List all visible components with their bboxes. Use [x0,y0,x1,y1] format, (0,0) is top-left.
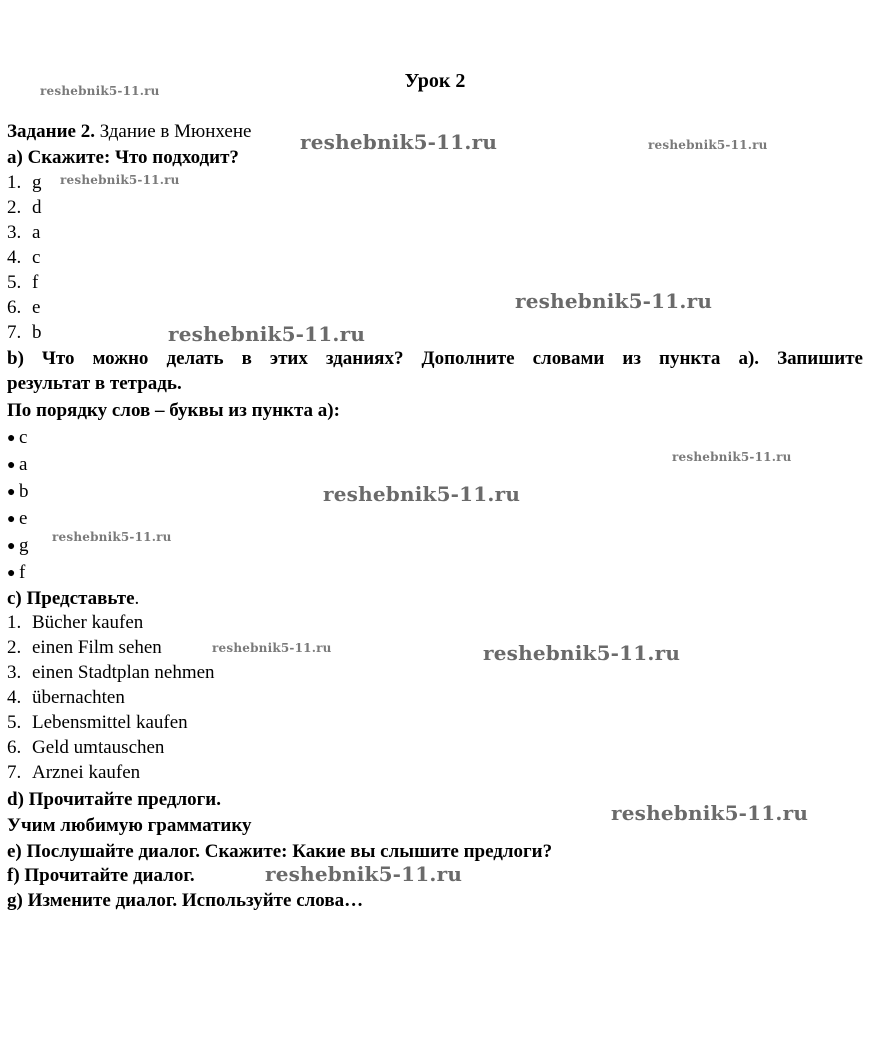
section-d-heading: d) Прочитайте предлоги. [7,789,221,810]
list-item: 7. b [7,322,42,343]
watermark: reshebnik5-11.ru [648,138,768,152]
list-item: 3. a [7,222,41,243]
list-item: ● a [7,453,27,478]
watermark: reshebnik5-11.ru [212,641,332,655]
list-item: 5. Lebensmittel kaufen [7,712,188,733]
lesson-title: Урок 2 [404,70,466,92]
watermark: reshebnik5-11.ru [323,482,521,506]
section-a-heading: a) Скажите: Что подходит? [7,147,239,168]
list-item: ● c [7,426,27,451]
list-item: 1. Bücher kaufen [7,612,144,633]
watermark: reshebnik5-11.ru [52,530,172,544]
watermark: reshebnik5-11.ru [672,450,792,464]
watermark: reshebnik5-11.ru [40,84,160,98]
section-d-subheading: Учим любимую грамматику [7,815,252,836]
section-g-heading: g) Измените диалог. Используйте слова… [7,890,364,911]
list-item: ● e [7,507,27,532]
list-item: 3. einen Stadtplan nehmen [7,662,215,683]
list-item: 6. Geld umtauschen [7,737,165,758]
section-e-heading: e) Послушайте диалог. Скажите: Какие вы слышите предлоги? [7,841,553,862]
bullet-icon: ● [7,539,16,554]
bullet-icon: ● [7,431,16,446]
list-item: 2. einen Film sehen [7,637,162,658]
watermark: reshebnik5-11.ru [300,130,498,154]
task-label: Задание 2. [7,121,95,142]
bullet-icon: ● [7,458,16,473]
watermark: reshebnik5-11.ru [483,641,681,665]
watermark: reshebnik5-11.ru [265,862,463,886]
list-item: ● f [7,561,25,586]
list-item: 2. d [7,197,42,218]
bullet-icon: ● [7,512,16,527]
task-heading [7,120,251,144]
watermark: reshebnik5-11.ru [515,289,713,313]
bullet-icon: ● [7,566,16,581]
section-c-heading: c) Представьте. [7,588,140,609]
watermark: reshebnik5-11.ru [168,322,366,346]
watermark: reshebnik5-11.ru [611,801,809,825]
list-item: 7. Arznei kaufen [7,762,141,783]
list-item: 1. g [7,172,42,193]
list-item: 4. c [7,247,41,268]
section-b-subheading: По порядку слов – буквы из пункта а): [7,400,340,421]
list-item: ● g [7,534,29,559]
list-item: 5. f [7,272,39,293]
list-item: 6. e [7,297,41,318]
list-item: ● b [7,480,29,505]
section-b-heading-line2: результат в тетрадь. [7,373,182,394]
section-f-heading: f) Прочитайте диалог. [7,865,195,886]
list-item: 4. übernachten [7,687,125,708]
watermark: reshebnik5-11.ru [60,173,180,187]
section-b-heading-line1: b) Что можно делать в этих зданиях? Дополните словами из пункта а). Запишите [7,348,863,369]
bullet-icon: ● [7,485,16,500]
task-title: Здание в Мюнхене [99,121,252,142]
